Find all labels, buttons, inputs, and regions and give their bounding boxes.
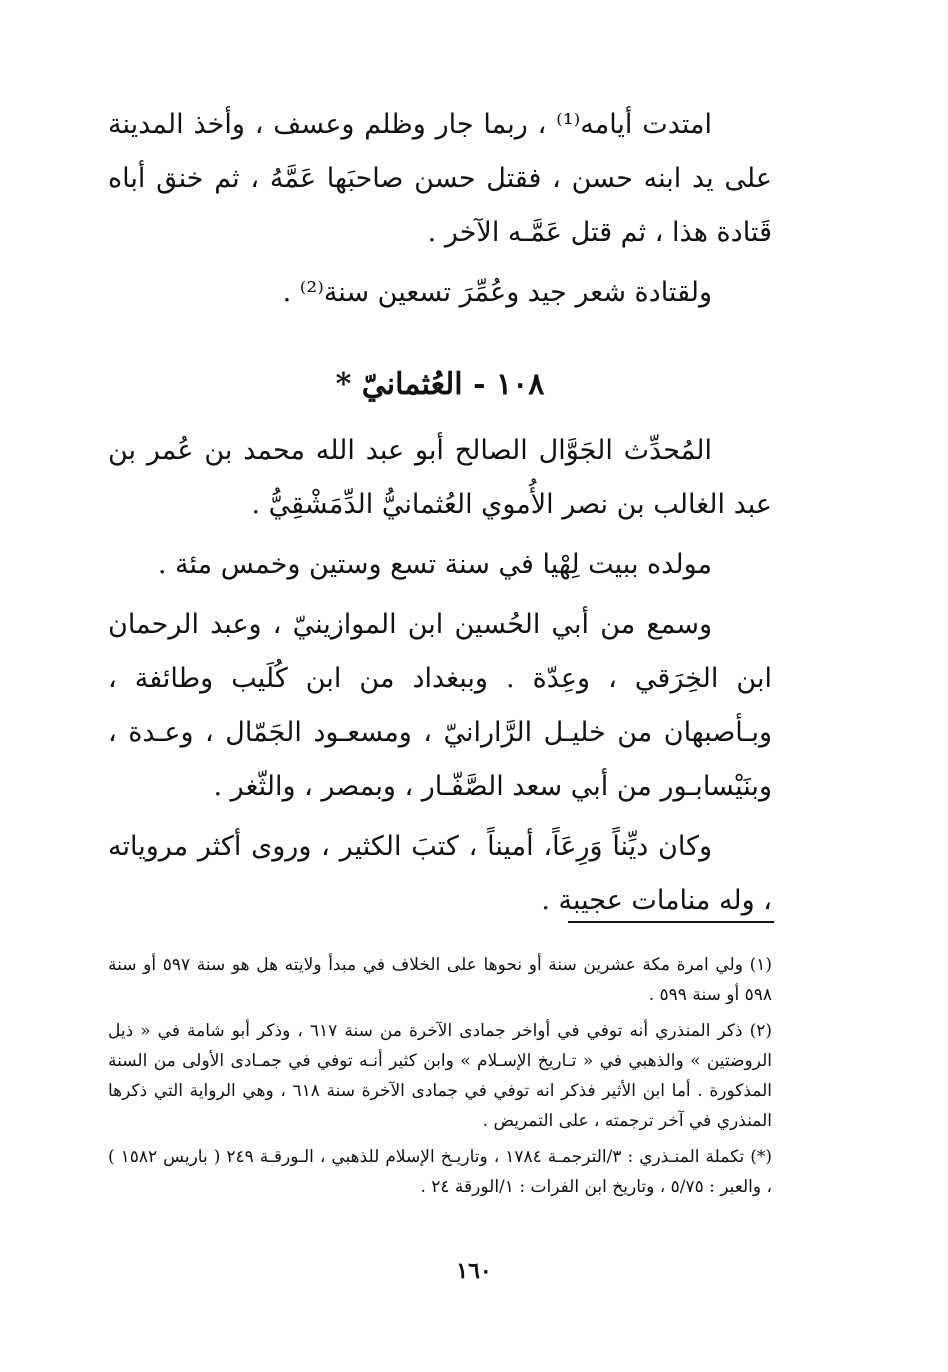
page-number: ١٦٠	[456, 1258, 492, 1284]
paragraph-poetry-age: ولقتادة شعر جيد وعُمِّرَ تسعين سنة⁽²⁾ .	[282, 277, 712, 308]
footnote-1: (١) ولي امرة مكة عشرين سنة أو نحوها على الخلاف في مبدأ ولايته هل هو سنة ٥٩٧ أو سنة ٥٩٨ أو سنة ٥٩٩ .	[108, 955, 772, 1005]
paragraph-name-lineage: المُحدِّث الجَوَّال الصالح أبو عبد الله محمد بن عُمر بن عبد الغالب بن نصر الأُموي العُثمانيُّ الدِّمَشْقِيُّ .	[108, 435, 772, 520]
biography-section	[108, 424, 772, 928]
footnotes-section	[108, 950, 772, 1208]
paragraph-teachers: وسمع من أبي الحُسين ابن الموازينيّ ، وعبد الرحمان ابن الخِرَقي ، وعِدّة . وببغداد من ابن كُلَيب وطائفة ، وبـأصبهان من خليـل الرَّارانيّ ، ومسعـود الجَمّال ، وعـدة ، وبنَيْسابـور من أبي سعد الصَّفّـار ، وبمصر ، والثّغر .	[108, 609, 772, 802]
footnote-source: (*) تكملة المنـذري : ٣/الترجمـة ١٧٨٤ ، وتاريـخ الإسلام للذهبي ، الـورقـة ٢٤٩ ( باريس ١٥٨٢ ) ، والعبر : ٥/٧٥ ، وتاريخ ابن الفرات : ١/الورقة ٢٤ .	[108, 1147, 772, 1197]
paragraph-reign-events: امتدت أيامه⁽¹⁾ ، ربما جار وظلم وعسف ، وأخذ المدينة على يد ابنه حسن ، فقتل حسن صاحبَها عَمَّهُ ، ثم خنق أباه قَتادة هذا ، ثم قتل عَمَّـه الآخر .	[108, 109, 772, 248]
paragraph-birth: مولده ببيت لِهْيا في سنة تسع وستين وخمس مئة .	[157, 549, 712, 580]
entry-heading: ١٠٨ - العُثمانيّ *	[335, 367, 545, 402]
continued-biography-section	[108, 98, 772, 320]
footnote-2: (٢) ذكر المنذري أنه توفي في أواخر جمادى الآخرة من سنة ٦١٧ ، وذكر أبو شامة في « ذيل الروضتين » والذهبي في « تـاريخ الإسـلام » وابن كثير أنـه توفي في جمـادى الأولى من السنة المذكورة . أما ابن الأثير فذكر انه توفي في جمادى الآخرة سنة ٦١٨ ، وهي الرواية التي ذكرها المنذري في آخر ترجمته ، على التمريض .	[108, 1021, 772, 1131]
paragraph-character: وكان ديِّناً وَرِعَاً، أميناً ، كتبَ الكثير ، وروى أكثر مروياته ، وله منامات عجيبة .	[108, 831, 772, 916]
footnote-divider	[568, 921, 774, 923]
